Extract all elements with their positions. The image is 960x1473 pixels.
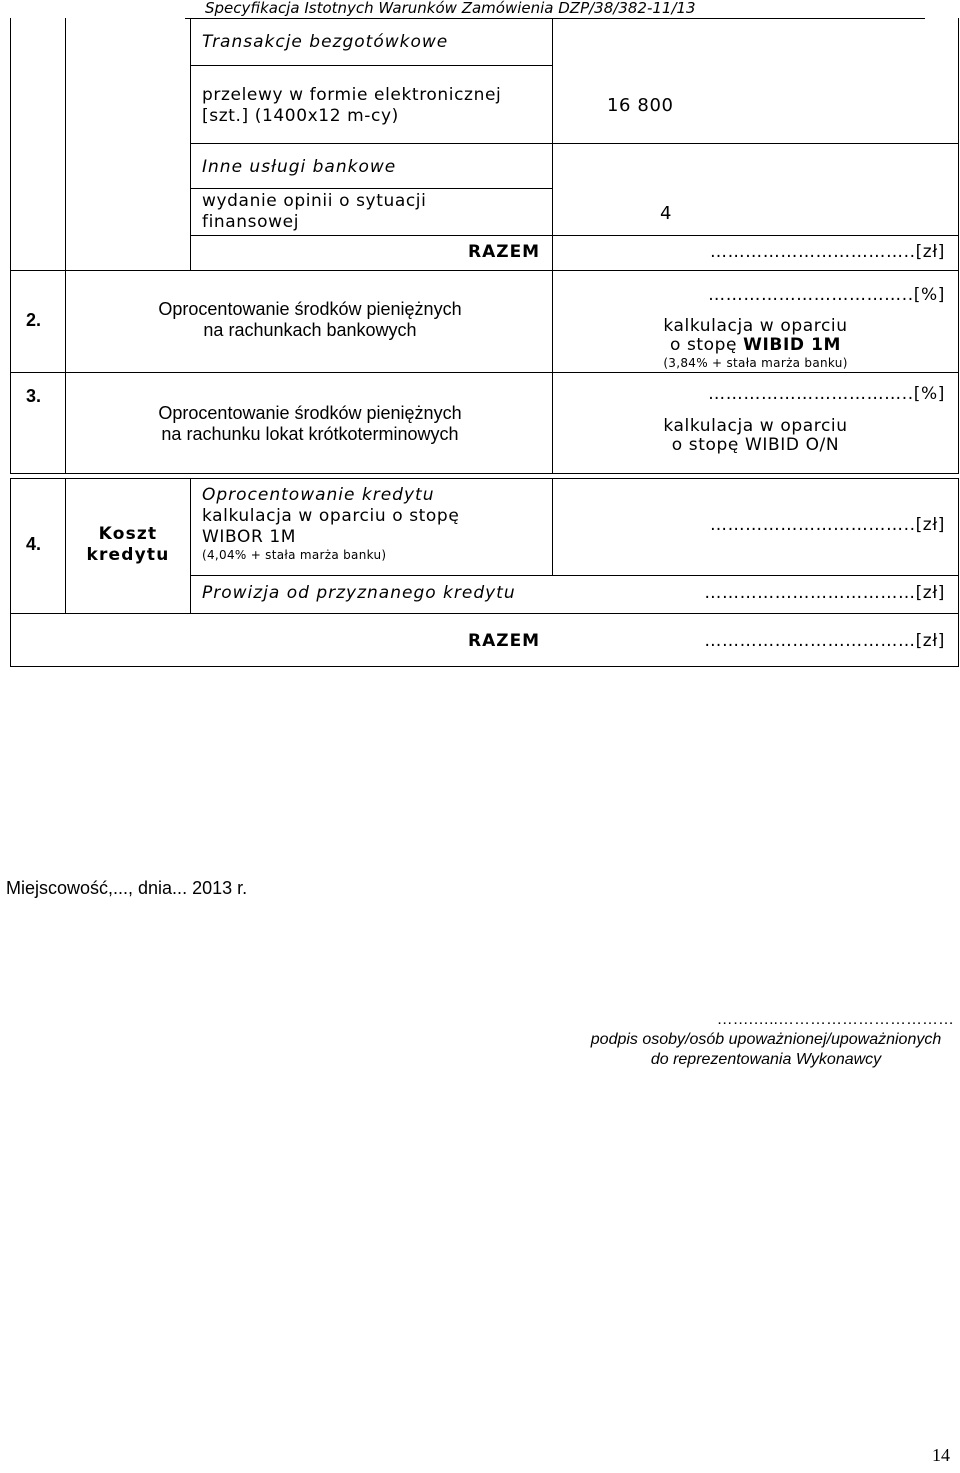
- table-row-line: [190, 65, 553, 66]
- table-col-line: [552, 478, 553, 575]
- row-number: 3.: [26, 386, 42, 406]
- razem-value: ……………………………..[zł]: [709, 242, 945, 262]
- row3-calc-line2: o stopę WIBID O/N: [671, 435, 840, 455]
- row2-value: ……………………………..[%]: [708, 285, 945, 305]
- inne-uslugi-heading: Inne usługi bankowe: [202, 157, 397, 177]
- table-row-line: [190, 235, 959, 236]
- przelewy-label-line2: [szt.] (1400x12 m-cy): [202, 106, 399, 126]
- przelewy-label-line1: przelewy w formie elektronicznej: [202, 85, 502, 105]
- place-date-line: Miejscowość,..., dnia... 2013 r.: [6, 878, 248, 898]
- row2-calc-line2: o stopę WIBID 1M: [669, 335, 842, 355]
- table-row-line: [10, 372, 959, 373]
- table-border-right: [958, 478, 959, 666]
- row4-label-line1: Koszt: [98, 524, 158, 544]
- table-col-line: [552, 18, 553, 473]
- row4-razem-value: ………………………………[zł]: [704, 631, 945, 651]
- table-border-right: [958, 18, 959, 473]
- signature-block: [570, 1010, 960, 1070]
- row4-label-line2: kredytu: [86, 545, 170, 565]
- row4-opr-line1: Oprocentowanie kredytu: [202, 485, 435, 505]
- table-border-left: [10, 18, 11, 473]
- row4-prowizja-label: Prowizja od przyznanego kredytu: [202, 583, 516, 603]
- table-col-line: [190, 478, 191, 613]
- transakcje-heading: Transakcje bezgotówkowe: [202, 32, 449, 52]
- page-header-title: Specyfikacja Istotnych Warunków Zamówienia DZP/38/382-11/13: [205, 0, 696, 17]
- signature-line2: do reprezentowania Wykonawcy: [650, 1051, 882, 1068]
- row-number: 2.: [26, 310, 42, 330]
- row4-opr-value: ……………………………..[zł]: [709, 515, 945, 535]
- razem-label: RAZEM: [468, 242, 541, 262]
- signature-line1: podpis osoby/osób upoważnionej/upoważnionych: [590, 1031, 942, 1048]
- row4-razem-label: RAZEM: [468, 631, 541, 651]
- table-row-line: [190, 575, 959, 576]
- row3-value: ……………………………..[%]: [708, 384, 945, 404]
- table-border-left: [10, 478, 11, 666]
- opinia-value: 4: [660, 203, 673, 224]
- table-row-line: [190, 188, 553, 189]
- header-rule: [185, 18, 925, 19]
- row2-label-line2: na rachunkach bankowych: [203, 320, 417, 340]
- table-row-line: [10, 613, 959, 614]
- table-col-line: [65, 18, 66, 473]
- opinia-label-line2: finansowej: [202, 212, 300, 232]
- row2-calc-line3: (3,84% + stała marża banku): [663, 356, 848, 370]
- row4-opr-line3: WIBOR 1M: [202, 527, 297, 547]
- opinia-label-line1: wydanie opinii o sytuacji: [202, 191, 427, 211]
- row4-prowizja-value: ………………………………[zł]: [704, 583, 945, 603]
- row2-label-line1: Oprocentowanie środków pieniężnych: [158, 299, 462, 319]
- page-number: 14: [932, 1445, 950, 1465]
- row-number: 4.: [26, 534, 42, 554]
- row3-calc-line1: kalkulacja w oparciu: [663, 416, 848, 436]
- table-row-line: [10, 270, 959, 271]
- przelewy-value: 16 800: [607, 95, 674, 116]
- table-border-bottom: [10, 666, 959, 667]
- signature-dots: …….…..……………………………: [716, 1011, 954, 1028]
- row2-calc-line1: kalkulacja w oparciu: [663, 316, 848, 336]
- table-row-line: [190, 143, 959, 144]
- row4-opr-line2: kalkulacja w oparciu o stopę: [202, 506, 460, 526]
- row3-label-line2: na rachunku lokat krótkoterminowych: [161, 424, 459, 444]
- table-border-top: [10, 478, 959, 479]
- row3-label-line1: Oprocentowanie środków pieniężnych: [158, 403, 462, 423]
- table-border-bottom: [10, 473, 959, 474]
- table-col-line: [190, 18, 191, 270]
- row4-opr-line4: (4,04% + stała marża banku): [202, 548, 387, 562]
